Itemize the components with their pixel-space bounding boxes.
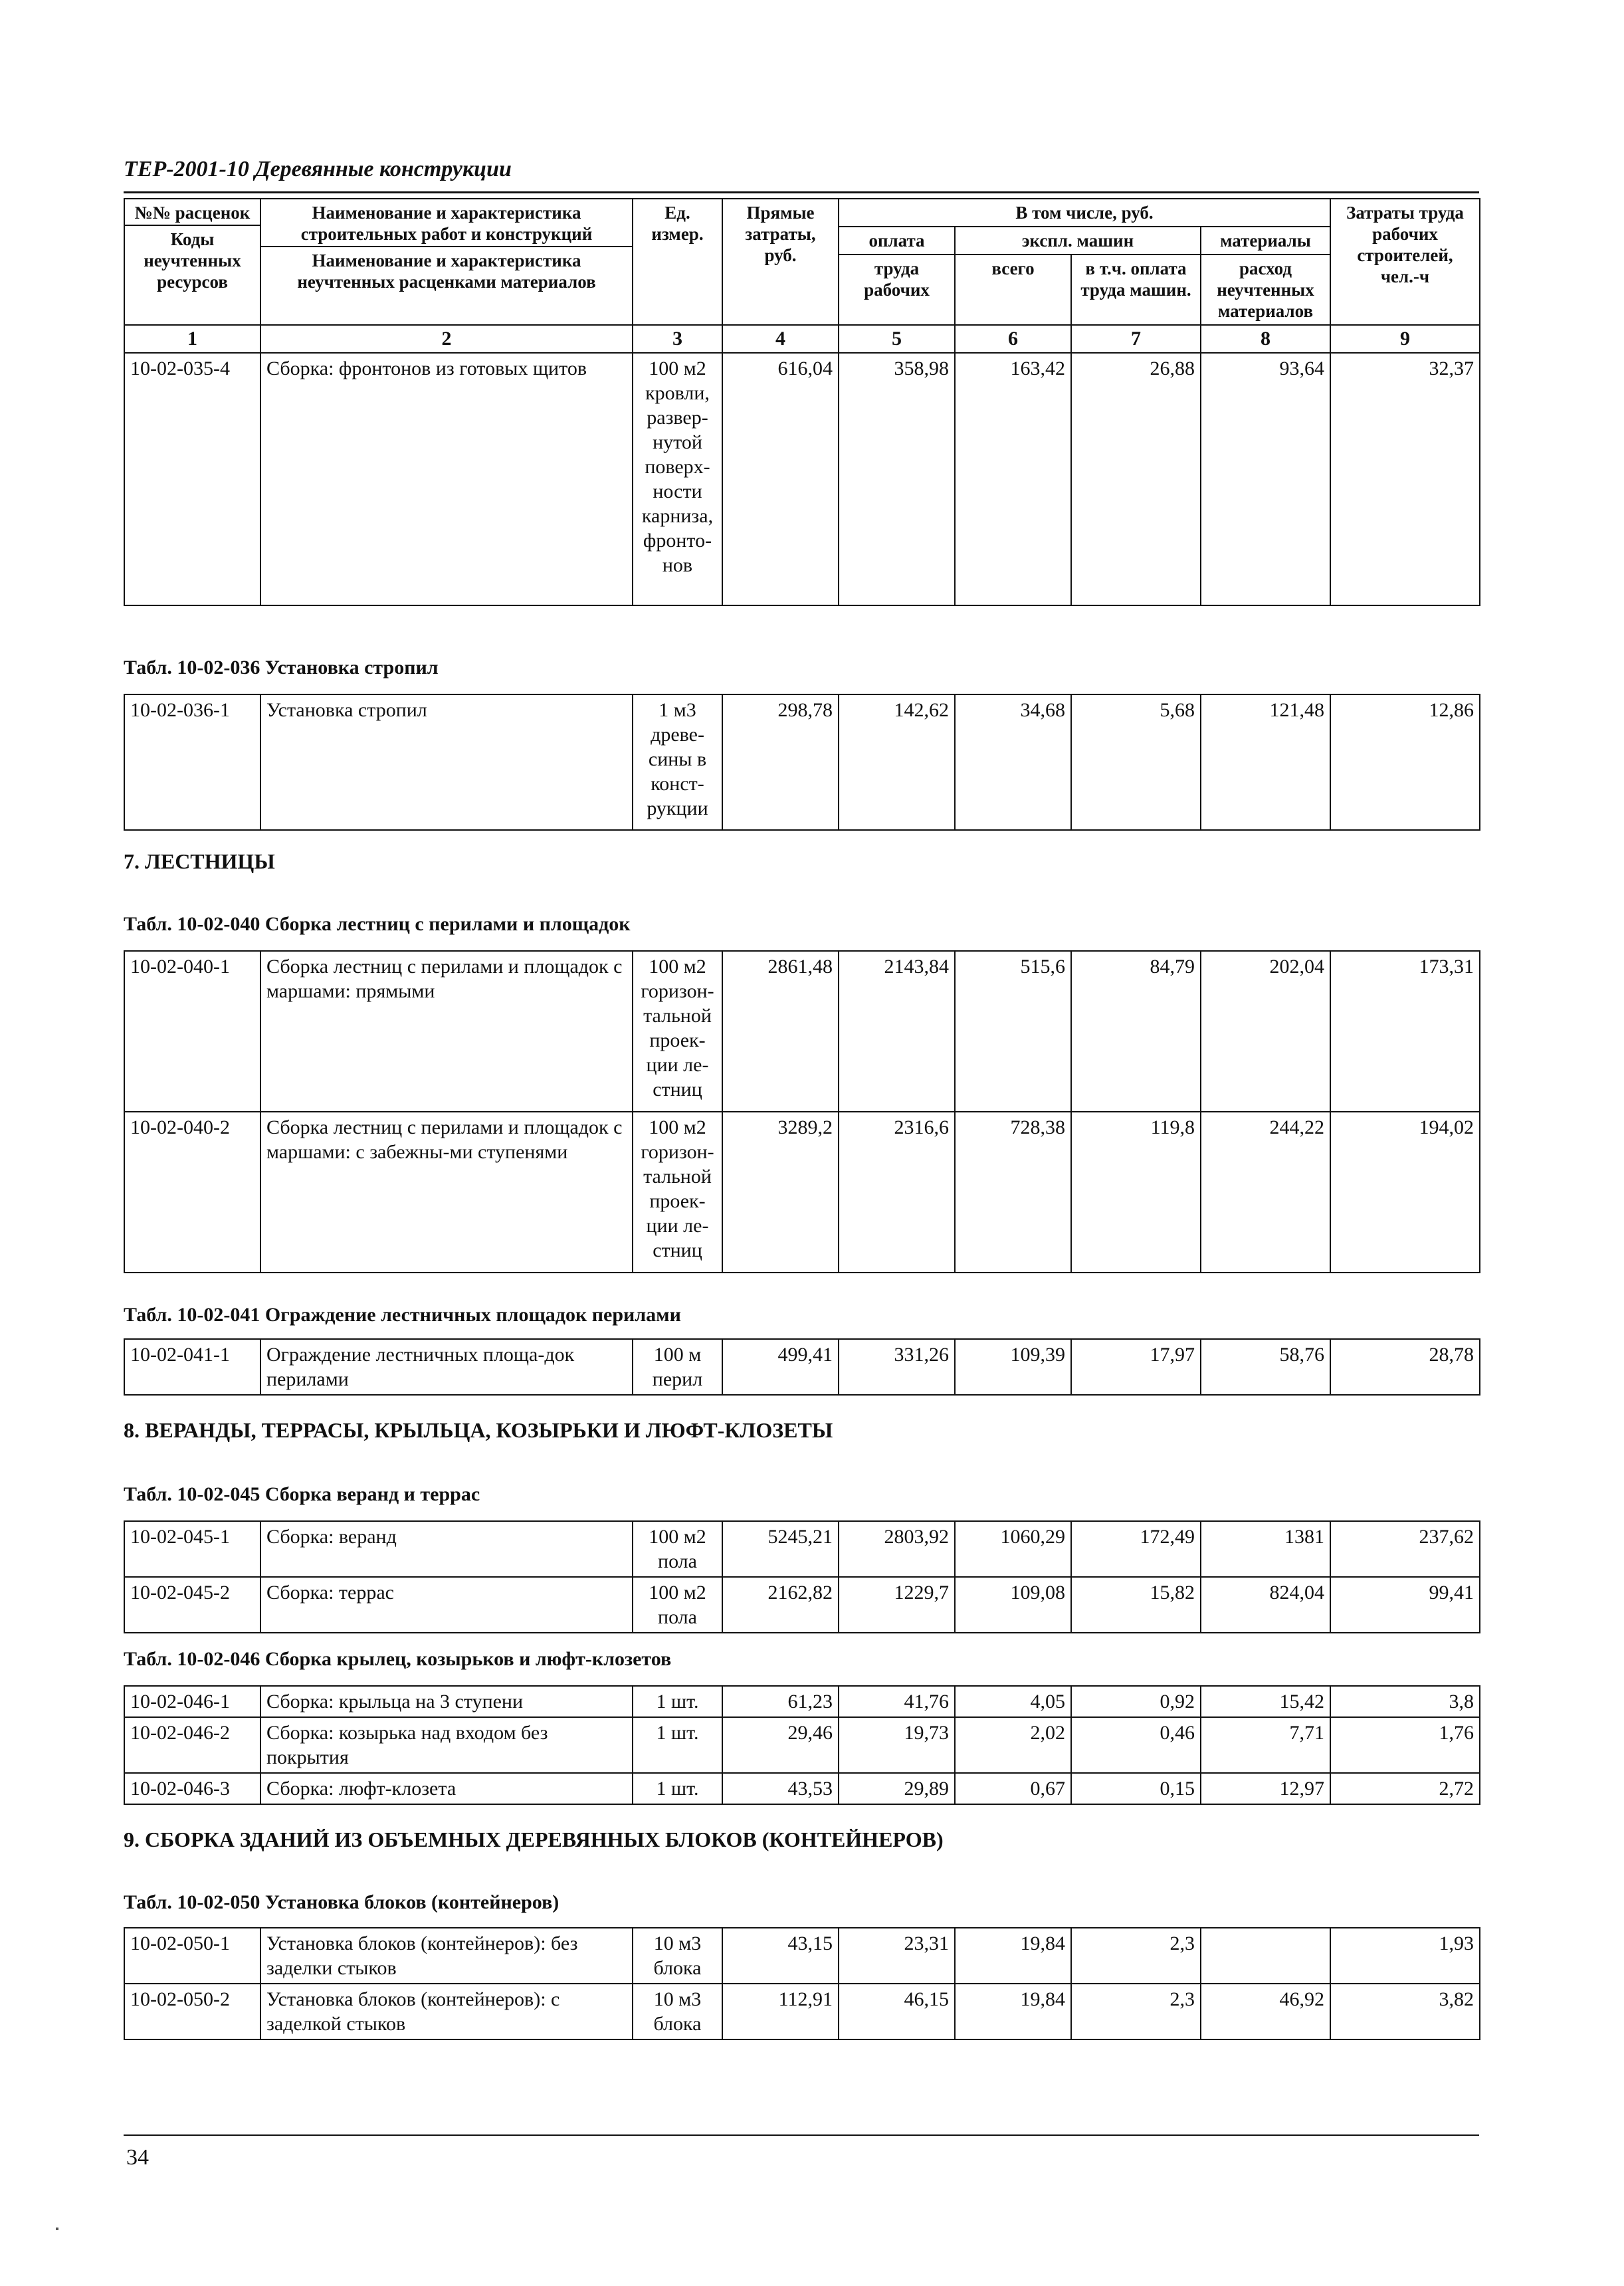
row-name: Сборка лестниц с перилами и площадок с маршами: прямыми xyxy=(260,951,633,1112)
table-row xyxy=(124,353,1480,605)
row-unit: 10 м3 блока xyxy=(633,1928,722,1984)
row-name: Установка блоков (контейнеров): с заделкой стыков xyxy=(260,1984,633,2039)
table-title: Табл. 10-02-046 Сборка крылец, козырьков и люфт-клозетов xyxy=(124,1648,672,1670)
row-name: Установка блоков (контейнеров): без заделки стыков xyxy=(260,1928,633,1984)
col-pay-sub: труда рабочих xyxy=(839,255,955,325)
row-pay: 142,62 xyxy=(839,694,955,830)
row-direct: 499,41 xyxy=(722,1339,839,1395)
row-direct: 61,23 xyxy=(722,1686,839,1717)
col-direct-header: Прямые затраты, руб. xyxy=(722,199,839,325)
document-header-title: ТЕР-2001-10 Деревянные конструкции xyxy=(124,157,512,181)
row-mach: 163,42 xyxy=(955,353,1071,605)
row-mat: 1381 xyxy=(1201,1521,1330,1577)
row-code: 10-02-041-1 xyxy=(124,1339,260,1395)
row-mat: 824,04 xyxy=(1201,1577,1330,1633)
row-mach: 19,84 xyxy=(955,1984,1071,2039)
row-code: 10-02-040-1 xyxy=(124,951,260,1112)
row-labor: 1,76 xyxy=(1330,1717,1480,1773)
row-labor: 32,37 xyxy=(1330,353,1480,605)
row-pay: 331,26 xyxy=(839,1339,955,1395)
footer-rule xyxy=(124,2134,1479,2136)
row-mach-pay: 119,8 xyxy=(1071,1112,1201,1273)
table-row xyxy=(124,1577,1480,1633)
col-code-header: №№ расценок Коды неучтенных ресурсов xyxy=(124,199,260,325)
col-mach-pay: в т.ч. оплата труда машин. xyxy=(1071,255,1201,325)
table-row xyxy=(124,1339,1480,1395)
table-row xyxy=(124,1928,1480,1984)
rates-table xyxy=(124,694,1480,831)
row-labor: 194,02 xyxy=(1330,1112,1480,1273)
row-mach-pay: 15,82 xyxy=(1071,1577,1201,1633)
row-unit: 100 м перил xyxy=(633,1339,722,1395)
col-group-header: В том числе, руб. xyxy=(839,199,1330,227)
table-row xyxy=(124,1717,1480,1773)
row-direct: 29,46 xyxy=(722,1717,839,1773)
table-title: Табл. 10-02-036 Установка стропил xyxy=(124,657,439,678)
rates-table xyxy=(124,1338,1480,1396)
row-direct: 5245,21 xyxy=(722,1521,839,1577)
col-num: 2 xyxy=(260,325,633,353)
col-num: 9 xyxy=(1330,325,1480,353)
col-mach-header: экспл. машин xyxy=(955,227,1201,255)
section-title: 8. ВЕРАНДЫ, ТЕРРАСЫ, КРЫЛЬЦА, КОЗЫРЬКИ И ЛЮФТ-КЛОЗЕТЫ xyxy=(124,1418,833,1442)
row-code: 10-02-046-2 xyxy=(124,1717,260,1773)
row-mach: 2,02 xyxy=(955,1717,1071,1773)
row-mat: 93,64 xyxy=(1201,353,1330,605)
row-unit: 1 м3 древе-сины в конст-рукции xyxy=(633,694,722,830)
row-unit: 10 м3 блока xyxy=(633,1984,722,2039)
row-pay: 19,73 xyxy=(839,1717,955,1773)
col-unit-header: Ед. измер. xyxy=(633,199,722,325)
row-direct: 2162,82 xyxy=(722,1577,839,1633)
row-mach-pay: 0,46 xyxy=(1071,1717,1201,1773)
col-mach-all: всего xyxy=(955,255,1071,325)
row-unit: 100 м2 горизон-тальной проек-ции ле-стниц xyxy=(633,1112,722,1273)
row-labor: 2,72 xyxy=(1330,1773,1480,1804)
row-labor: 12,86 xyxy=(1330,694,1480,830)
row-mach-pay: 172,49 xyxy=(1071,1521,1201,1577)
table-row xyxy=(124,1773,1480,1804)
table-row xyxy=(124,1686,1480,1717)
table-title: Табл. 10-02-045 Сборка веранд и террас xyxy=(124,1483,480,1505)
table-row xyxy=(124,694,1480,830)
row-name: Сборка: крыльца на 3 ступени xyxy=(260,1686,633,1717)
table-title: Табл. 10-02-040 Сборка лестниц с перилами и площадок xyxy=(124,913,631,935)
col-mat-sub: расход неучтенных материалов xyxy=(1201,255,1330,325)
row-name: Установка стропил xyxy=(260,694,633,830)
row-mach-pay: 26,88 xyxy=(1071,353,1201,605)
row-mat: 7,71 xyxy=(1201,1717,1330,1773)
row-mat: 15,42 xyxy=(1201,1686,1330,1717)
scan-speck xyxy=(56,2228,58,2230)
row-mat: 244,22 xyxy=(1201,1112,1330,1273)
row-name: Сборка: люфт-клозета xyxy=(260,1773,633,1804)
row-code: 10-02-045-1 xyxy=(124,1521,260,1577)
row-labor: 237,62 xyxy=(1330,1521,1480,1577)
row-mach: 1060,29 xyxy=(955,1521,1071,1577)
row-labor: 1,93 xyxy=(1330,1928,1480,1984)
row-mach: 728,38 xyxy=(955,1112,1071,1273)
row-code: 10-02-046-1 xyxy=(124,1686,260,1717)
section-title: 7. ЛЕСТНИЦЫ xyxy=(124,849,275,873)
row-direct: 43,15 xyxy=(722,1928,839,1984)
row-direct: 43,53 xyxy=(722,1773,839,1804)
row-mach-pay: 5,68 xyxy=(1071,694,1201,830)
row-mach: 4,05 xyxy=(955,1686,1071,1717)
col-num: 4 xyxy=(722,325,839,353)
row-name: Ограждение лестничных площа-док перилами xyxy=(260,1339,633,1395)
row-mach: 109,39 xyxy=(955,1339,1071,1395)
row-code: 10-02-045-2 xyxy=(124,1577,260,1633)
col-num: 8 xyxy=(1201,325,1330,353)
row-mach: 34,68 xyxy=(955,694,1071,830)
row-pay: 1229,7 xyxy=(839,1577,955,1633)
row-code: 10-02-040-2 xyxy=(124,1112,260,1273)
row-unit: 100 м2 кровли, развер-нутой поверх-ности карниза, фронто-нов xyxy=(633,353,722,605)
table-row xyxy=(124,951,1480,1112)
row-mach: 109,08 xyxy=(955,1577,1071,1633)
rates-table xyxy=(124,1685,1480,1805)
col-num: 7 xyxy=(1071,325,1201,353)
table-title: Табл. 10-02-050 Установка блоков (контейнеров) xyxy=(124,1891,559,1913)
row-unit: 1 шт. xyxy=(633,1773,722,1804)
row-direct: 3289,2 xyxy=(722,1112,839,1273)
col-num: 3 xyxy=(633,325,722,353)
table-row xyxy=(124,1521,1480,1577)
row-name: Сборка: террас xyxy=(260,1577,633,1633)
row-mat: 58,76 xyxy=(1201,1339,1330,1395)
row-code: 10-02-035-4 xyxy=(124,353,260,605)
row-unit: 1 шт. xyxy=(633,1686,722,1717)
row-name: Сборка: фронтонов из готовых щитов xyxy=(260,353,633,605)
row-mach-pay: 84,79 xyxy=(1071,951,1201,1112)
row-name: Сборка: веранд xyxy=(260,1521,633,1577)
row-pay: 46,15 xyxy=(839,1984,955,2039)
row-mach: 19,84 xyxy=(955,1928,1071,1984)
row-mach: 515,6 xyxy=(955,951,1071,1112)
row-mat xyxy=(1201,1928,1330,1984)
col-num: 6 xyxy=(955,325,1071,353)
row-mat: 121,48 xyxy=(1201,694,1330,830)
row-labor: 99,41 xyxy=(1330,1577,1480,1633)
row-pay: 2143,84 xyxy=(839,951,955,1112)
row-labor: 173,31 xyxy=(1330,951,1480,1112)
row-pay: 41,76 xyxy=(839,1686,955,1717)
row-code: 10-02-036-1 xyxy=(124,694,260,830)
row-pay: 358,98 xyxy=(839,353,955,605)
row-unit: 1 шт. xyxy=(633,1717,722,1773)
row-name: Сборка лестниц с перилами и площадок с маршами: с забежны-ми ступенями xyxy=(260,1112,633,1273)
row-direct: 298,78 xyxy=(722,694,839,830)
rates-table-header xyxy=(124,198,1480,606)
table-row xyxy=(124,1112,1480,1273)
rates-table xyxy=(124,1520,1480,1633)
row-direct: 616,04 xyxy=(722,353,839,605)
row-direct: 2861,48 xyxy=(722,951,839,1112)
table-title: Табл. 10-02-041 Ограждение лестничных площадок перилами xyxy=(124,1304,681,1326)
col-mat-header: материалы xyxy=(1201,227,1330,255)
row-unit: 100 м2 пола xyxy=(633,1521,722,1577)
col-labor-header: Затраты труда рабочих строителей, чел.-ч xyxy=(1330,199,1480,325)
row-mat: 46,92 xyxy=(1201,1984,1330,2039)
row-mach-pay: 0,92 xyxy=(1071,1686,1201,1717)
col-pay-header: оплата xyxy=(839,227,955,255)
row-mach-pay: 2,3 xyxy=(1071,1984,1201,2039)
row-name: Сборка: козырька над входом без покрытия xyxy=(260,1717,633,1773)
row-mat: 202,04 xyxy=(1201,951,1330,1112)
header-rule xyxy=(124,191,1479,193)
table-row xyxy=(124,1984,1480,2039)
row-pay: 2316,6 xyxy=(839,1112,955,1273)
row-code: 10-02-046-3 xyxy=(124,1773,260,1804)
rates-table xyxy=(124,1927,1480,2040)
row-direct: 112,91 xyxy=(722,1984,839,2039)
row-unit: 100 м2 пола xyxy=(633,1577,722,1633)
col-num: 1 xyxy=(124,325,260,353)
row-mach: 0,67 xyxy=(955,1773,1071,1804)
row-mach-pay: 0,15 xyxy=(1071,1773,1201,1804)
row-unit: 100 м2 горизон-тальной проек-ции ле-стниц xyxy=(633,951,722,1112)
row-pay: 29,89 xyxy=(839,1773,955,1804)
row-labor: 28,78 xyxy=(1330,1339,1480,1395)
row-mach-pay: 17,97 xyxy=(1071,1339,1201,1395)
row-mat: 12,97 xyxy=(1201,1773,1330,1804)
row-pay: 2803,92 xyxy=(839,1521,955,1577)
row-mach-pay: 2,3 xyxy=(1071,1928,1201,1984)
row-code: 10-02-050-1 xyxy=(124,1928,260,1984)
section-title: 9. СБОРКА ЗДАНИЙ ИЗ ОБЪЕМНЫХ ДЕРЕВЯННЫХ БЛОКОВ (КОНТЕЙНЕРОВ) xyxy=(124,1827,944,1851)
row-labor: 3,82 xyxy=(1330,1984,1480,2039)
row-code: 10-02-050-2 xyxy=(124,1984,260,2039)
col-num: 5 xyxy=(839,325,955,353)
col-name-header: Наименование и характеристика строительных работ и конструкций Наименование и характеристика неучтенных расценками материалов xyxy=(260,199,633,325)
row-pay: 23,31 xyxy=(839,1928,955,1984)
rates-table xyxy=(124,950,1480,1273)
row-labor: 3,8 xyxy=(1330,1686,1480,1717)
page-number: 34 xyxy=(126,2145,149,2170)
